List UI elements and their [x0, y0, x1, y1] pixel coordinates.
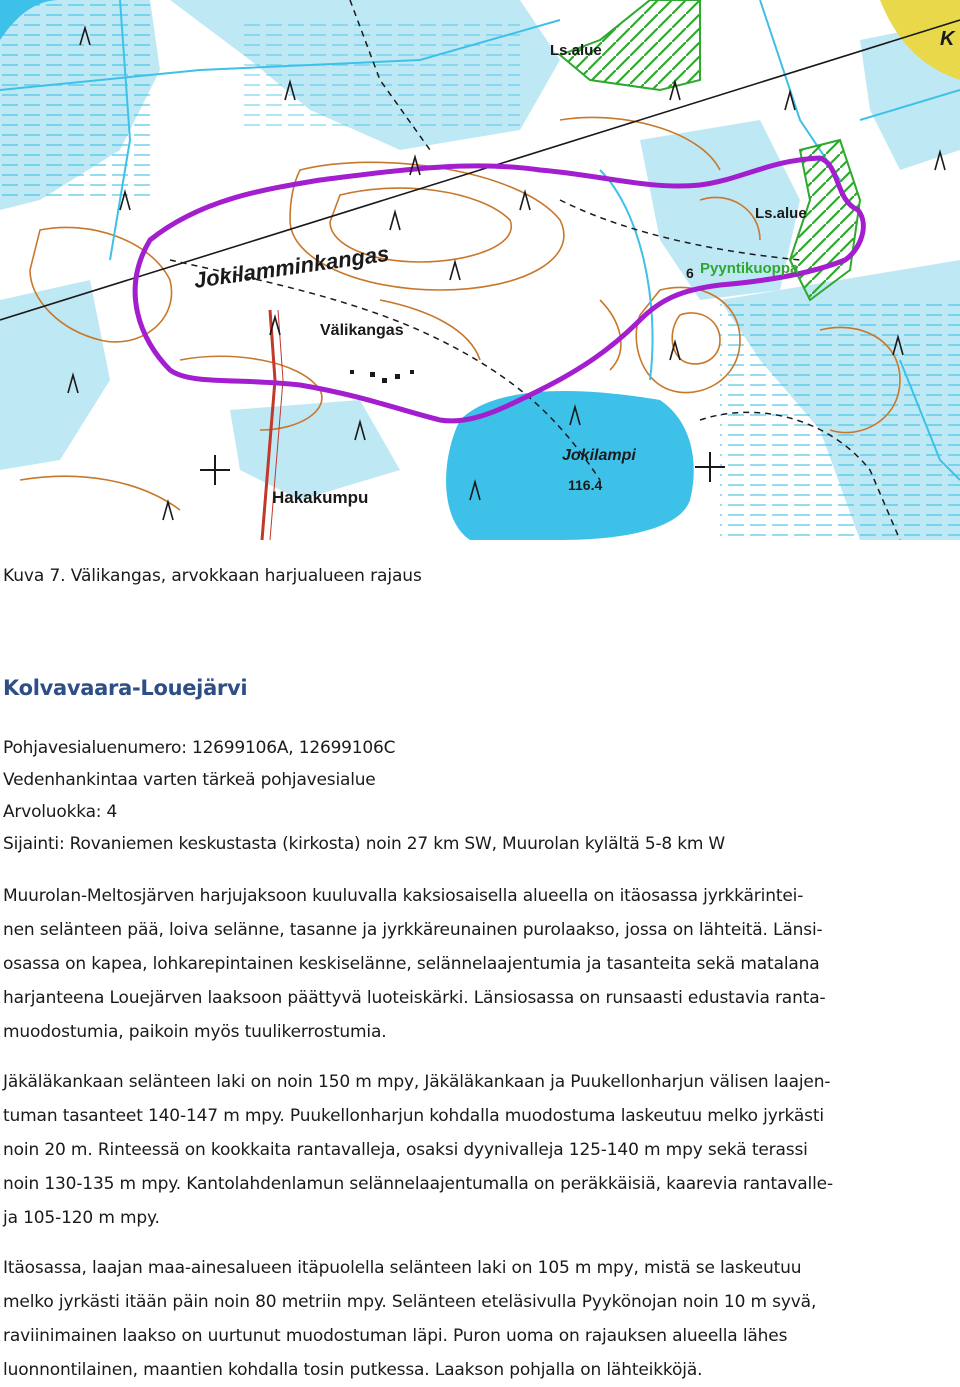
figure-caption: Kuva 7. Välikangas, arvokkaan harjualueen rajaus — [3, 566, 422, 586]
paragraph-line: ja 105-120 m mpy. — [3, 1208, 160, 1228]
paragraph-line: nen selänteen pää, loiva selänne, tasanne ja jyrkkäreunainen purolaakso, jossa on lähteitä. Länsi- — [3, 920, 823, 940]
paragraph-1 — [3, 879, 953, 1049]
label-ls-alue-east: Ls.alue — [755, 205, 807, 222]
label-ls-alue-north: Ls.alue — [550, 42, 602, 59]
paragraph-line: harjanteena Louejärven laaksoon päättyvä luoteiskärki. Länsiosassa on runsaasti edustavia ranta- — [3, 988, 826, 1008]
label-pyyntikuoppa: Pyyntikuoppa — [700, 260, 799, 277]
map-canvas — [0, 0, 960, 540]
section-heading: Kolvavaara-Louejärvi — [3, 676, 248, 700]
paragraph-line: noin 20 m. Rinteessä on kookkaita rantavalleja, osaksi dyynivalleja 125-140 m mpy sekä terassi — [3, 1140, 808, 1160]
paragraph-line: raviinimainen laakso on uurtunut muodostuman läpi. Puron uoma on rajauksen alueella lähes — [3, 1326, 788, 1346]
paragraph-line: Muurolan-Meltosjärven harjujaksoon kuuluvalla kaksiosaisella alueella on itäosassa jyrkkärintei- — [3, 886, 804, 906]
paragraph-line: muodostumia, paikoin myös tuulikerrostumia. — [3, 1022, 387, 1042]
groundwater-area-type: Vedenhankintaa varten tärkeä pohjavesialue — [3, 770, 376, 790]
paragraph-line: tuman tasanteet 140-147 m mpy. Puukellonharjun kohdalla muodostuma laskeutuu melko jyrkästi — [3, 1106, 824, 1126]
topographic-map — [0, 0, 960, 540]
paragraph-line: noin 130-135 m mpy. Kantolahdenlamun selännelaajentumalla on peräkkäisiä, kaarevia rantavalle- — [3, 1174, 833, 1194]
label-jokilampi: Jokilampi — [562, 447, 636, 464]
paragraph-3 — [3, 1251, 953, 1387]
paragraph-2 — [3, 1065, 953, 1235]
label-6: 6 — [686, 265, 694, 281]
paragraph-line: osassa on kapea, lohkarepintainen keskiselänne, selännelaajentumia ja tasanteita sekä matalana — [3, 954, 820, 974]
paragraph-line: Jäkäläkankaan selänteen laki on noin 150 m mpy, Jäkäläkankaan ja Puukellonharjun välisen laajen- — [3, 1072, 831, 1092]
label-jokilamminkangas: Jokilamminkangas — [192, 240, 391, 293]
paragraph-line: luonnontilainen, maantien kohdalla tosin putkessa. Laakson pohjalla on lähteikköjä. — [3, 1360, 703, 1380]
label-jokilampi-elevation: 116.4 — [568, 477, 603, 493]
label-hakakumpu: Hakakumpu — [272, 488, 369, 507]
paragraph-line: melko jyrkästi itään päin noin 80 metriin mpy. Selänteen eteläsivulla Pyykönojan noin 10 m syvä, — [3, 1292, 817, 1312]
label-valikangas: Välikangas — [320, 322, 404, 339]
label-k: K — [940, 28, 955, 50]
metadata-block — [3, 732, 725, 860]
location: Sijainti: Rovaniemen keskustasta (kirkosta) noin 27 km SW, Muurolan kylältä 5-8 km W — [3, 834, 726, 854]
value-class: Arvoluokka: 4 — [3, 802, 118, 822]
paragraph-line: Itäosassa, laajan maa-ainesalueen itäpuolella selänteen laki on 105 m mpy, mistä se laskeutuu — [3, 1258, 802, 1278]
groundwater-area-number: Pohjavesialuenumero: 12699106A, 12699106C — [3, 738, 396, 758]
